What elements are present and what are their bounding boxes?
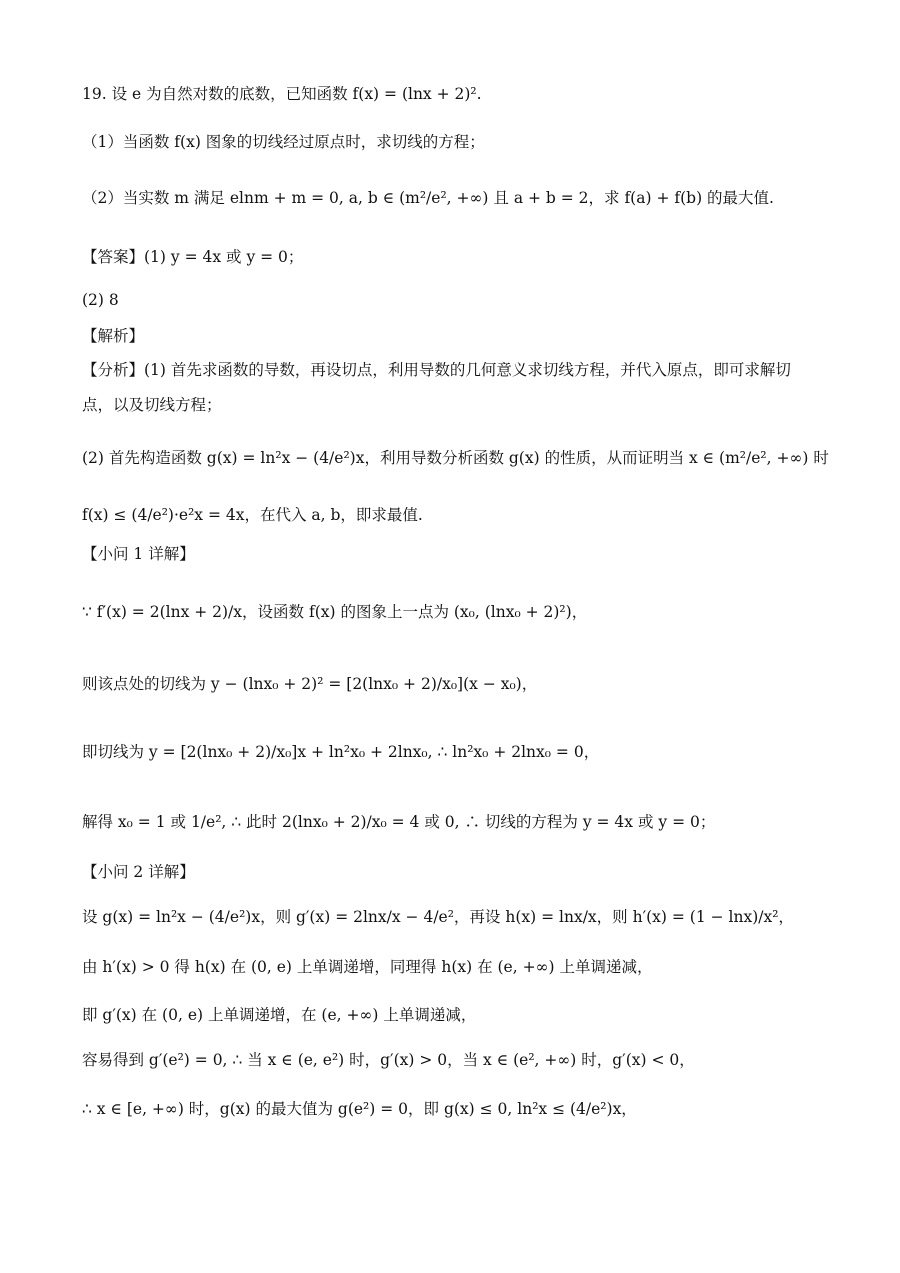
- sub1-line-3: 即切线为 y = [2(lnx₀ + 2)/x₀]x + ln²x₀ + 2lnx₀, ∴ ln²x₀ + 2lnx₀ = 0，: [82, 743, 600, 761]
- sub2-line-4: 容易得到 g′(e²) = 0, ∴ 当 x ∈ (e, e²) 时，g′(x) > 0，当 x ∈ (e², +∞) 时，g′(x) < 0，: [82, 1051, 695, 1069]
- sub2-line-1: 设 g(x) = ln²x − (4/e²)x，则 g′(x) = 2lnx/x − 4/e²，再设 h(x) = lnx/x，则 h′(x) = (1 − lnx)/x²，: [82, 908, 794, 926]
- analysis-heading: 【解析】: [82, 327, 145, 345]
- analysis-line-2: 点，以及切线方程；: [82, 396, 222, 414]
- analysis-line-4: f(x) ≤ (4/e²)·e²x = 4x，在代入 a, b，即求最值.: [82, 506, 423, 524]
- answer-line-2: (2) 8: [82, 291, 119, 309]
- sub1-line-2: 则该点处的切线为 y − (lnx₀ + 2)² = [2(lnx₀ + 2)/x₀](x − x₀)，: [82, 675, 538, 693]
- problem-part-1: （1）当函数 f(x) 图象的切线经过原点时，求切线的方程；: [82, 133, 485, 151]
- analysis-line-3: (2) 首先构造函数 g(x) = ln²x − (4/e²)x，利用导数分析函数 g(x) 的性质，从而证明当 x ∈ (m²/e², +∞) 时: [82, 449, 829, 467]
- sub1-line-1: ∵ f′(x) = 2(lnx + 2)/x，设函数 f(x) 的图象上一点为 (x₀, (lnx₀ + 2)²)，: [82, 603, 588, 621]
- sub1-line-4: 解得 x₀ = 1 或 1/e², ∴ 此时 2(lnx₀ + 2)/x₀ = 4 或 0, ∴ 切线的方程为 y = 4x 或 y = 0；: [82, 813, 716, 831]
- analysis-line-1: 【分析】(1) 首先求函数的导数，再设切点，利用导数的几何意义求切线方程，并代入原点，即可求解切: [82, 361, 791, 379]
- sub2-heading: 【小问 2 详解】: [82, 863, 195, 881]
- sub2-line-3: 即 g′(x) 在 (0, e) 上单调递增，在 (e, +∞) 上单调递减，: [82, 1006, 477, 1024]
- sub2-line-5: ∴ x ∈ [e, +∞) 时，g(x) 的最大值为 g(e²) = 0，即 g(x) ≤ 0, ln²x ≤ (4/e²)x，: [82, 1100, 637, 1118]
- answer-line-1: 【答案】(1) y = 4x 或 y = 0；: [82, 248, 304, 266]
- problem-part-2: （2）当实数 m 满足 elnm + m = 0, a, b ∈ (m²/e², +∞) 且 a + b = 2，求 f(a) + f(b) 的最大值.: [82, 189, 774, 207]
- sub1-heading: 【小问 1 详解】: [82, 545, 195, 563]
- problem-stem: 19. 设 e 为自然对数的底数，已知函数 f(x) = (lnx + 2)².: [82, 85, 482, 103]
- sub2-line-2: 由 h′(x) > 0 得 h(x) 在 (0, e) 上单调递增，同理得 h(x) 在 (e, +∞) 上单调递减，: [82, 958, 653, 976]
